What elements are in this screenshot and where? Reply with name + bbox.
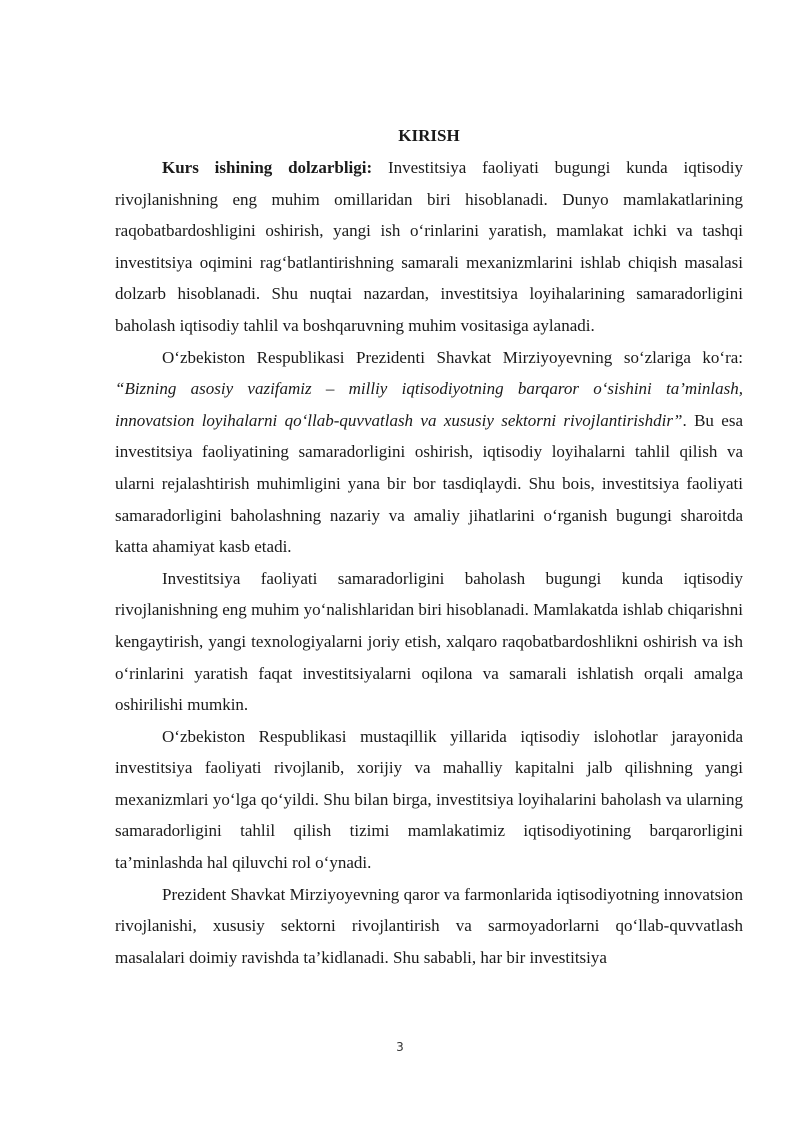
paragraph-independence: O‘zbekiston Respublikasi mustaqillik yillarida iqtisodiy islohotlar jarayonida investitsiya faoliyati rivojlanib, xorijiy va mahalliy kapitalni jalb qilishning yangi mexanizmlari yo‘lga qo‘yildi. Shu bilan birga, investitsiya loyihalarini baholash va ularning samaradorligini tahlil qilish tizimi mamlakatimiz iqtisodiyotining barqarorligini ta’minlashda hal qiluvchi rol o‘ynadi. bbox=[115, 726, 743, 873]
section-heading: KIRISH bbox=[398, 126, 460, 145]
paragraph-evaluation: Investitsiya faoliyati samaradorligini baholash bugungi kunda iqtisodiy rivojlanishning eng muhim yo‘nalishlaridan biri hisoblanadi. Mamlakatda ishlab chiqarishni kengaytirish, yangi texnologiyalarni joriy etish, xalqaro raqobatbardoshlikni oshirish va ish o‘rinlarini yaratish faqat investitsiyalarni oqilona va samarali ishlatish orqali amalga oshirilishi mumkin. bbox=[115, 568, 743, 715]
quote-followup: . Bu esa investitsiya faoliyatining samaradorligini oshirish, iqtisodiy loyihalarni tahlil qilish va ularni rejalashtirish muhimligini yana bir bor tasdiqlaydi. Shu bois, investitsiya faoliyati samaradorligini baholashning nazariy va amaliy jihatlarini o‘rganish bugungi sharoitda katta ahamiyat kasb etadi. bbox=[115, 410, 743, 557]
paragraph-relevance bbox=[115, 152, 743, 342]
paragraph-president-quote bbox=[115, 342, 743, 563]
quote-intro: O‘zbekiston Respublikasi Prezidenti Shavkat Mirziyoyevning so‘zlariga ko‘ra: bbox=[162, 347, 743, 367]
relevance-text: Investitsiya faoliyati bugungi kunda iqtisodiy rivojlanishning eng muhim omillaridan biri hisoblanadi. Dunyo mamlakatlarining raqobatbardoshligini oshirish, yangi ish o‘rinlarini yaratish, mamlakat ichki va tashqi investitsiya oqimini rag‘batlantirishning samarali mexanizmlarini ishlab chiqish masalasi dolzarb hisoblanadi. Shu nuqtai nazardan, investitsiya loyihalarining samaradorligini baholash iqtisodiy tahlil va boshqaruvning muhim vositasiga aylanadi. bbox=[115, 158, 743, 335]
relevance-lead: Kurs ishining dolzarbligi: bbox=[162, 158, 373, 177]
paragraph-decrees: Prezident Shavkat Mirziyoyevning qaror va farmonlarida iqtisodiyotning innovatsion rivojlanishi, xususiy sektorni rivojlantirish va sarmoyadorlarni qo‘llab-quvvatlash masalalari doimiy ravishda ta’kidlanadi. Shu sababli, har bir investitsiya bbox=[115, 884, 743, 967]
document-page bbox=[115, 120, 743, 973]
president-quote: “Bizning asosiy vazifamiz – milliy iqtisodiyotning barqaror o‘sishini ta’minlash, innovatsion loyihalarni qo‘llab-quvvatlash va xususiy sektorni rivojlantirishdir” bbox=[115, 379, 743, 430]
page-number: 3 bbox=[396, 1040, 404, 1054]
